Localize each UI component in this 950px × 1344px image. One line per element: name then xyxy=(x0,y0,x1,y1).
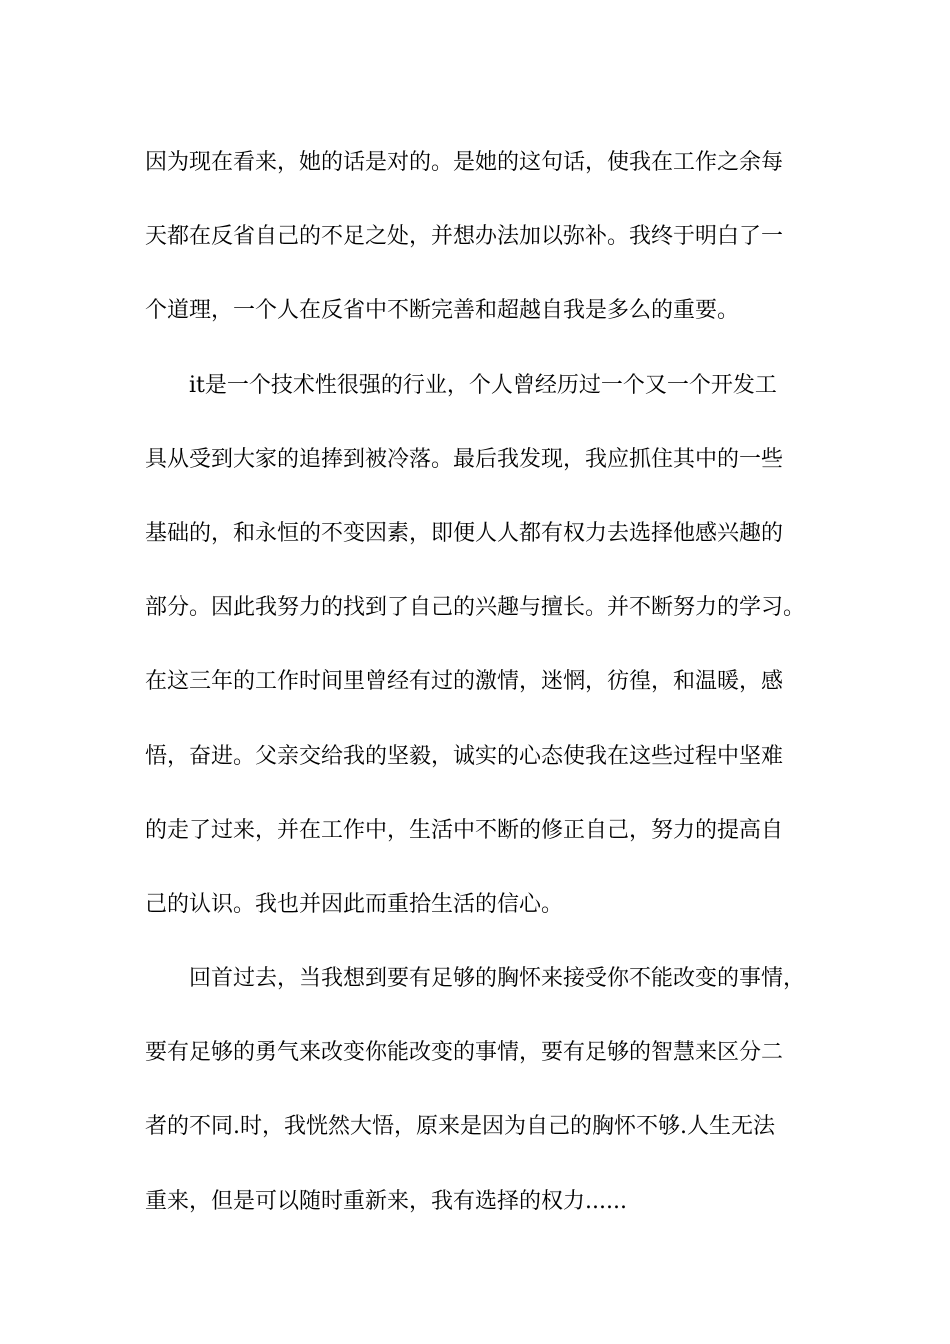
paragraph-start-line: 回首过去，当我想到要有足够的胸怀来接受你不能改变的事情， xyxy=(189,966,806,992)
paragraph-start-line: it是一个技术性很强的行业，个人曾经历过一个又一个开发工 xyxy=(189,372,777,398)
text-line: 个道理，一个人在反省中不断完善和超越自我是多么的重要。 xyxy=(145,298,740,324)
body-text xyxy=(145,126,810,1239)
text-line: 在这三年的工作时间里曾经有过的激情，迷惘，彷徨，和温暖，感 xyxy=(145,669,784,695)
text-line: 部分。因此我努力的找到了自己的兴趣与擅长。并不断努力的学习。 xyxy=(145,595,806,621)
text-line: 要有足够的勇气来改变你能改变的事情，要有足够的智慧来区分二 xyxy=(145,1040,784,1066)
text-line: 悟，奋进。父亲交给我的坚毅，诚实的心态使我在这些过程中坚难 xyxy=(145,743,784,769)
text-line: 己的认识。我也并因此而重拾生活的信心。 xyxy=(145,891,564,917)
text-line: 者的不同.时，我恍然大悟，原来是因为自己的胸怀不够.人生无法 xyxy=(145,1114,775,1140)
text-line: 基础的，和永恒的不变因素，即便人人都有权力去选择他感兴趣的 xyxy=(145,520,784,546)
text-line: 的走了过来，并在工作中，生活中不断的修正自己，努力的提高自 xyxy=(145,817,784,843)
text-line: 重来，但是可以随时重新来，我有选择的权力...... xyxy=(145,1188,627,1214)
text-line: 具从受到大家的追捧到被冷落。最后我发现，我应抓住其中的一些 xyxy=(145,446,784,472)
text-line: 天都在反省自己的不足之处，并想办法加以弥补。我终于明白了一 xyxy=(145,224,784,250)
text-line: 因为现在看来，她的话是对的。是她的这句话，使我在工作之余每 xyxy=(145,150,784,175)
